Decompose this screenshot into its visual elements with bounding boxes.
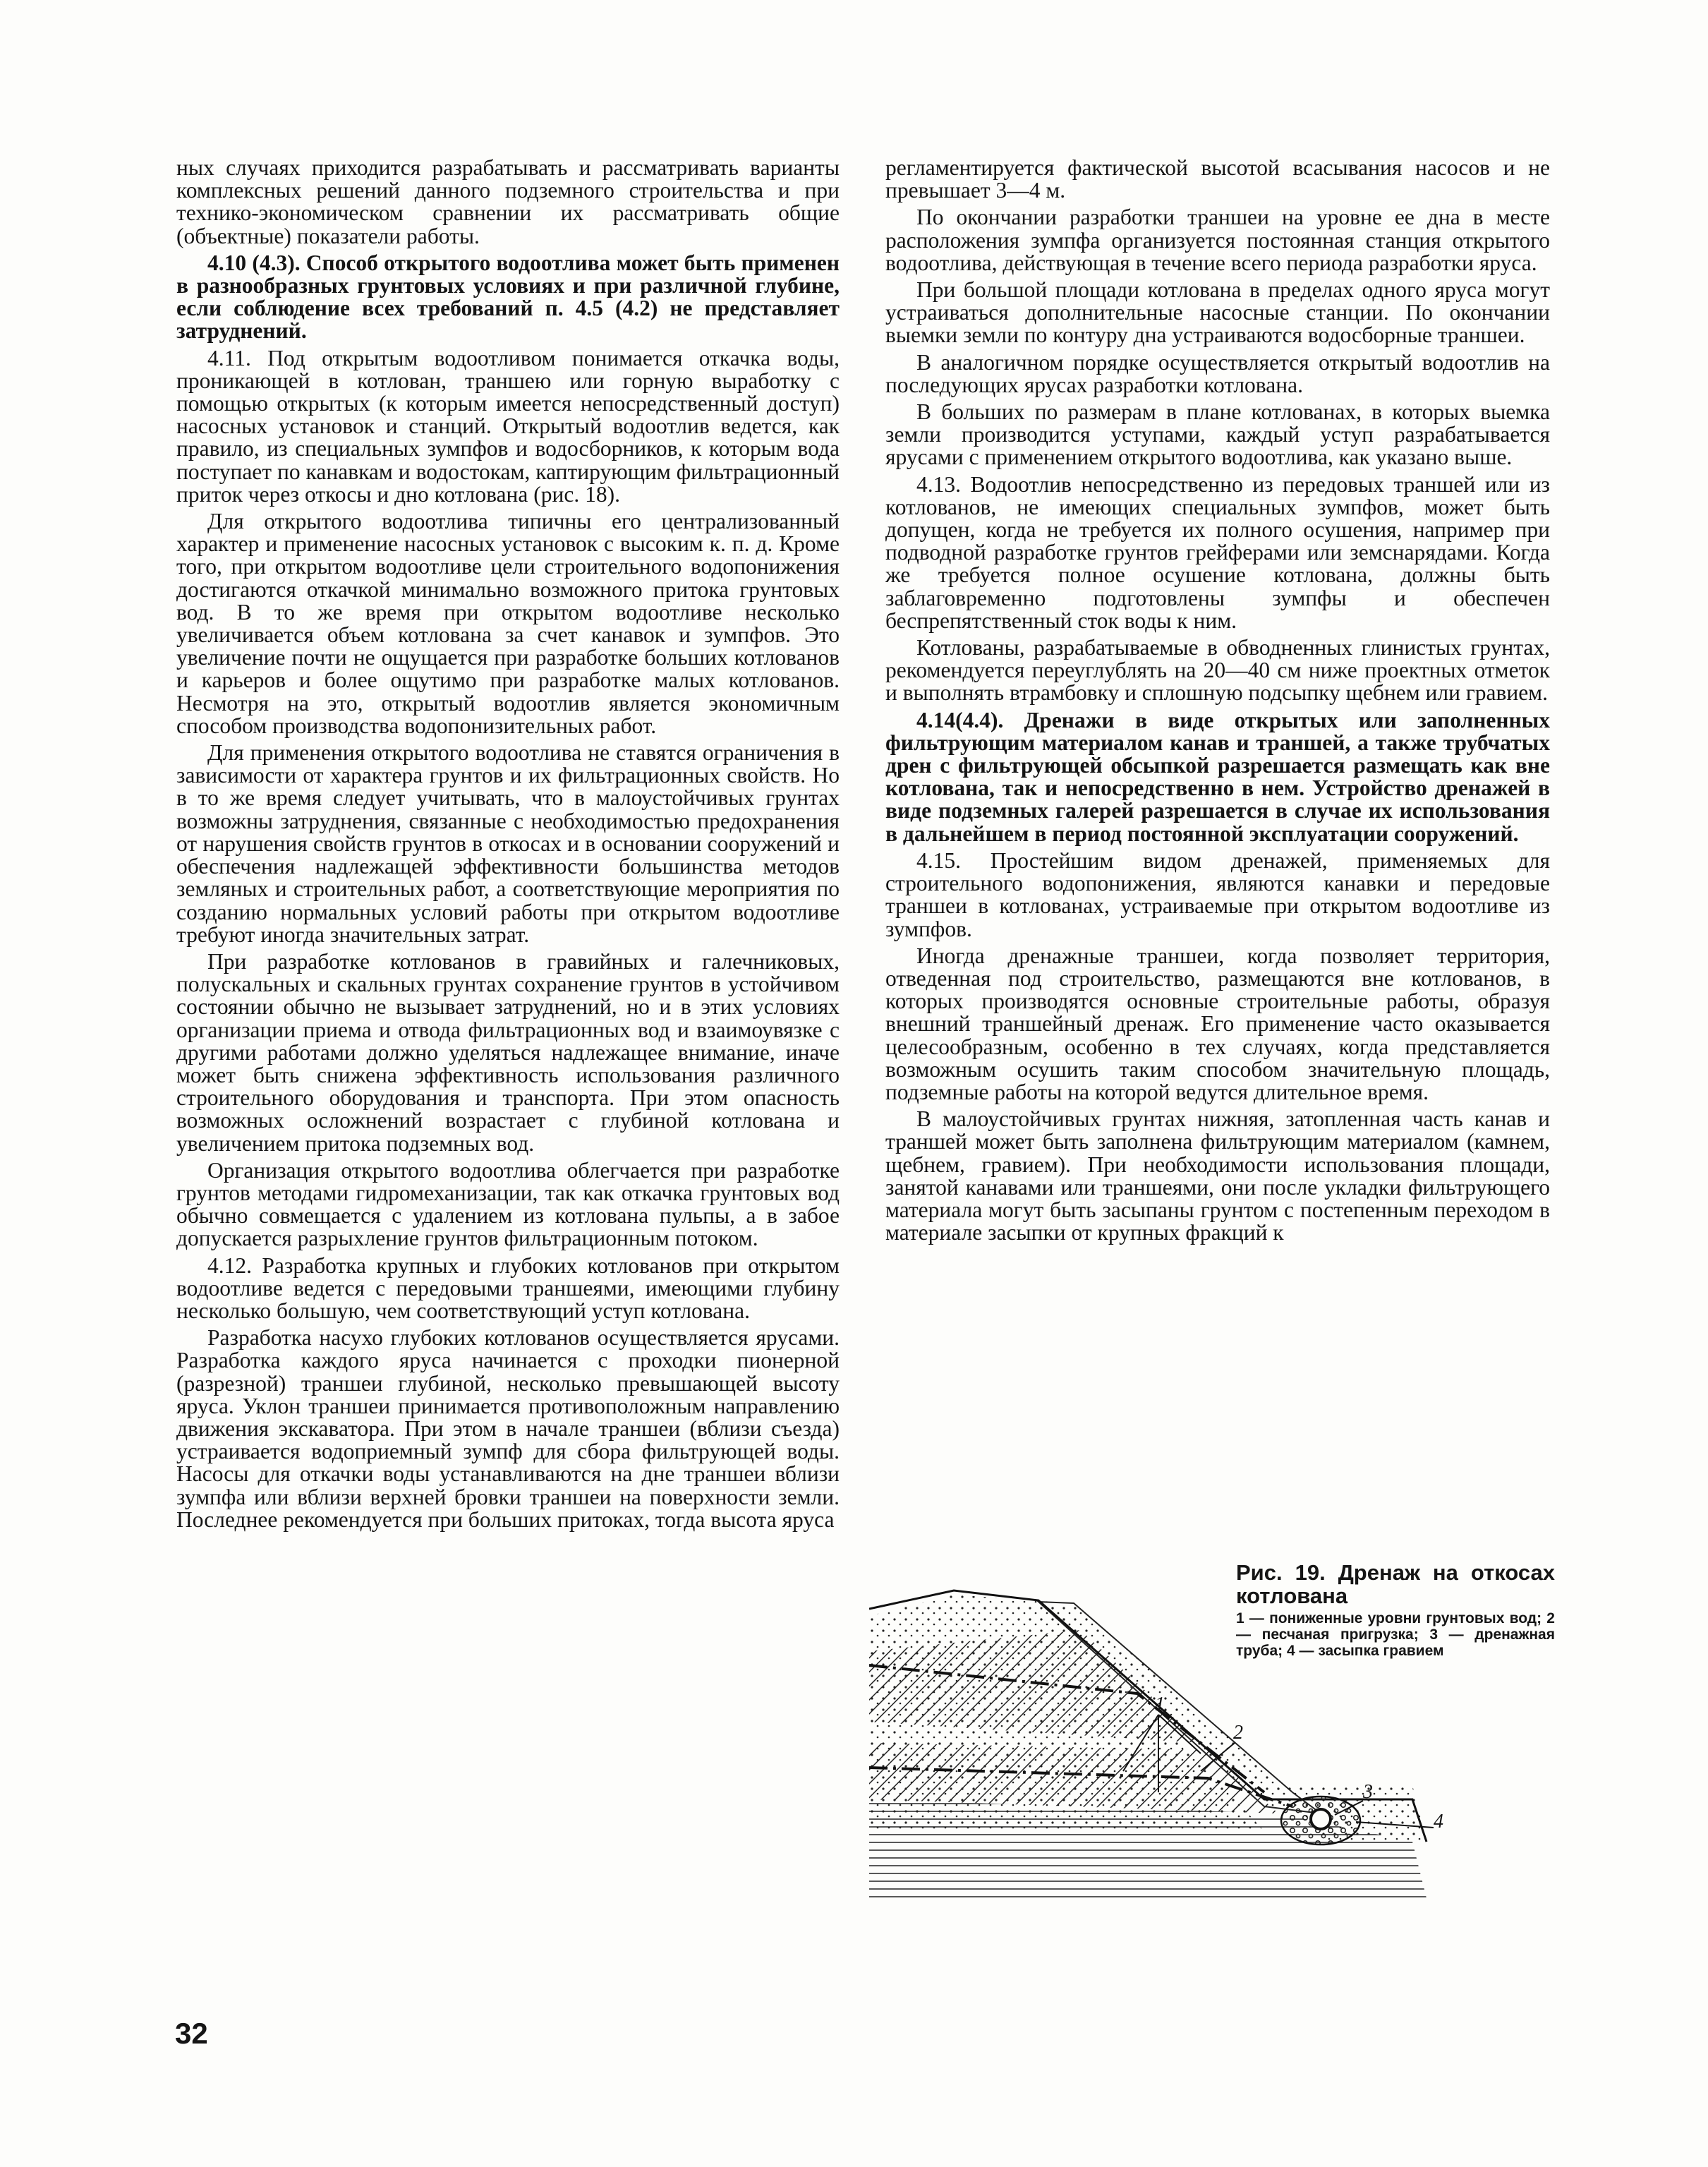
figure-caption-legend: 1 — пониженные уровни грунтовых вод; 2 — песчаная пригрузка; 3 — дренажная труба; 4 — засыпка гравием [1236,1610,1555,1659]
label-1: 1 [1155,1694,1165,1715]
paragraph: В больших по размерам в плане котлованах, в которых выемка земли производится уступами, каждый уступ разрабатывается ярусами с применением открытого водоотлива, как указано выше. [885,399,1550,470]
paragraph: Организация открытого водоотлива облегчается при разработке грунтов методами гидромеханизации, так как откачка грунтовых вод обычно совмещается с удалением из котлована пульпы, а в забое допускается разрыхление грунтов фильтрационным потоком. [176,1157,840,1251]
label-2: 2 [1233,1722,1243,1744]
paragraph: регламентируется фактической высотой всасывания насосов и не превышает 3—4 м. [885,155,1550,203]
paragraph: 4.15. Простейшим видом дренажей, применяемых для строительного водопонижения, являются канавки и передовые траншеи в котлованах, устраиваемые при открытом водоотливе из зумпфов. [885,847,1550,941]
paragraph: В аналогичном порядке осуществляется открытый водоотлив на последующих ярусах разработки котлована. [885,349,1550,397]
paragraph: ных случаях приходится разрабатывать и рассматривать варианты комплексных решений данного подземного строительства и при технико-экономическом сравнении их рассматривать общие (объектные) показатели работы. [176,155,840,248]
paragraph: В малоустойчивых грунтах нижняя, затопленная часть канав и траншей может быть заполнена фильтрующим материалом (камнем, щебнем, гравием). При необходимости использования площади, занятой канавами или траншеями, они после укладки фильтрующего материала могут быть засыпаны грунтом с постепенным переходом в материале засыпки от крупных фракций к [885,1106,1550,1245]
paragraph: При большой площади котлована в пределах одного яруса могут устраиваться дополнительные насосные станции. По окончании выемки земли по контуру дна устраиваются водосборные траншеи. [885,277,1550,348]
left-text-column [176,157,840,1535]
paragraph: 4.11. Под открытым водоотливом понимается откачка воды, проникающей в котлован, траншею или горную выработку с помощью открытых (к которым имеется непосредственный доступ) насосных установок и станций. Открытый водоотлив ведется, как правило, из специальных зумпфов и водосборников, к которым вода поступает по канавкам и водостокам, каптирующим фильтрационный приток через откосы и дно котлована (рис. 18). [176,345,840,507]
page-number: 32 [175,2017,208,2050]
paragraph: При разработке котлованов в гравийных и галечниковых, полускальных и скальных грунтах сохранение грунтов в устойчивом состоянии обычно не вызывает затруднений, но и в этих условиях организации приема и отвода фильтрационных вод и взаимоувязке с другими работами должно уделяться надлежащее внимание, иначе может быть снижена эффективность использования различного строительного оборудования и транспорта. При этом опасность возможных осложнений возрастает с глубиной котлована и увеличением притока подземных вод. [176,948,840,1156]
paragraph: Для применения открытого водоотлива не ставятся ограничения в зависимости от характера грунтов и их фильтрационных свойств. Но в то же время следует учитывать, что в малоустойчивых грунтах возможны затруднения, связанные с необходимостью предохранения от нарушения свойств грунтов в откосах и в основании сооружений и обеспечения надлежащей эффективности большинства методов земляных и строительных работ, а соответствующие мероприятия по созданию нормальных условий работы при открытом водоотливе требуют иногда значительных затрат. [176,740,840,947]
figure-caption-title: Рис. 19. Дренаж на откосах котлована [1236,1560,1555,1608]
drainage-pipe [1311,1809,1331,1829]
paragraph: По окончании разработки траншеи на уровне ее дна в месте расположения зумпфа организуется постоянная станция открытого водоотлива, действующая в течение всего периода разработки яруса. [885,205,1550,275]
paragraph: Иногда дренажные траншеи, когда позволяет территория, отведенная под строительство, размещаются вне котлованов, в которых производятся основные строительные работы, образуя внешний траншейный дренаж. Его применение часто оказывается целесообразным, особенно в тех случаях, когда представляется возможным осушить таким способом значительную площадь, подземные работы на которой ведутся длительное время. [885,943,1550,1104]
paragraph: 4.14(4.4). Дренажи в виде открытых или заполненных фильтрующим материалом канав и траншей, а также трубчатых дрен с фильтрующей обсыпкой разрешается размещать как вне котлована, так и непосредственно в нем. Устройство дренажей в виде подземных галерей разрешается в случае их использования в дальнейшем в период постоянной эксплуатации сооружений. [885,707,1550,846]
right-text-column [885,157,1550,1248]
figure-caption [1236,1561,1555,1659]
paragraph: Разработка насухо глубоких котлованов осуществляется ярусами. Разработка каждого яруса начинается с проходки пионерной (разрезной) траншеи глубиной, несколько превышающей высоту яруса. Уклон траншеи принимается противоположным направлению движения экскаватора. При этом в начале траншеи (вблизи съезда) устраивается водоприемный зумпф для сбора фильтрующей воды. Насосы для откачки воды устанавливаются на дне траншеи вблизи зумпфа или вблизи верхней бровки траншеи на поверхности земли. Последнее рекомендуется при больших притоках, тогда высота яруса [176,1325,840,1532]
paragraph: 4.13. Водоотлив непосредственно из передовых траншей или из котлованов, не имеющих специальных зумпфов, может быть допущен, когда не требуется их полного осушения, например при подводной разработке грунтов грейферами или земснарядами. Когда же требуется полное осушение котлована, должны быть заблаговременно подготовлены зумпфы и обеспечен беспрепятственный сток воды к ним. [885,471,1550,633]
label-4: 4 [1434,1811,1443,1833]
paragraph: 4.12. Разработка крупных и глубоких котлованов при открытом водоотливе ведется с передовыми траншеями, имеющими глубину несколько большую, чем соответствующий уступ котлована. [176,1252,840,1323]
label-3: 3 [1363,1781,1373,1803]
paragraph: Для открытого водоотлива типичны его централизованный характер и применение насосных установок с высоким к. п. д. Кроме того, при открытом водоотливе цели строительного водопонижения достигаются откачкой минимально возможного притока грунтовых вод. В то же время при открытом водоотливе несколько увеличивается объем котлована за счет канавок и зумпфов. Это увеличение почти не ощущается при разработке больших котлованов и карьеров и более ощутимо при разработке малых котлованов. Несмотря на это, открытый водоотлив является экономичным способом производства водопонизительных работ. [176,509,840,738]
figure-19 [869,1559,1557,1898]
paragraph: 4.10 (4.3). Способ открытого водоотлива может быть применен в разнообразных грунтовых условиях и при различной глубине, если соблюдение всех требований п. 4.5 (4.2) не представляет затруднений. [176,250,840,344]
paragraph: Котлованы, разрабатываемые в обводненных глинистых грунтах, рекомендуется переуглублять на 20—40 см ниже проектных отметок и выполнять втрамбовку и сплошную подсыпку щебнем или гравием. [885,635,1550,706]
